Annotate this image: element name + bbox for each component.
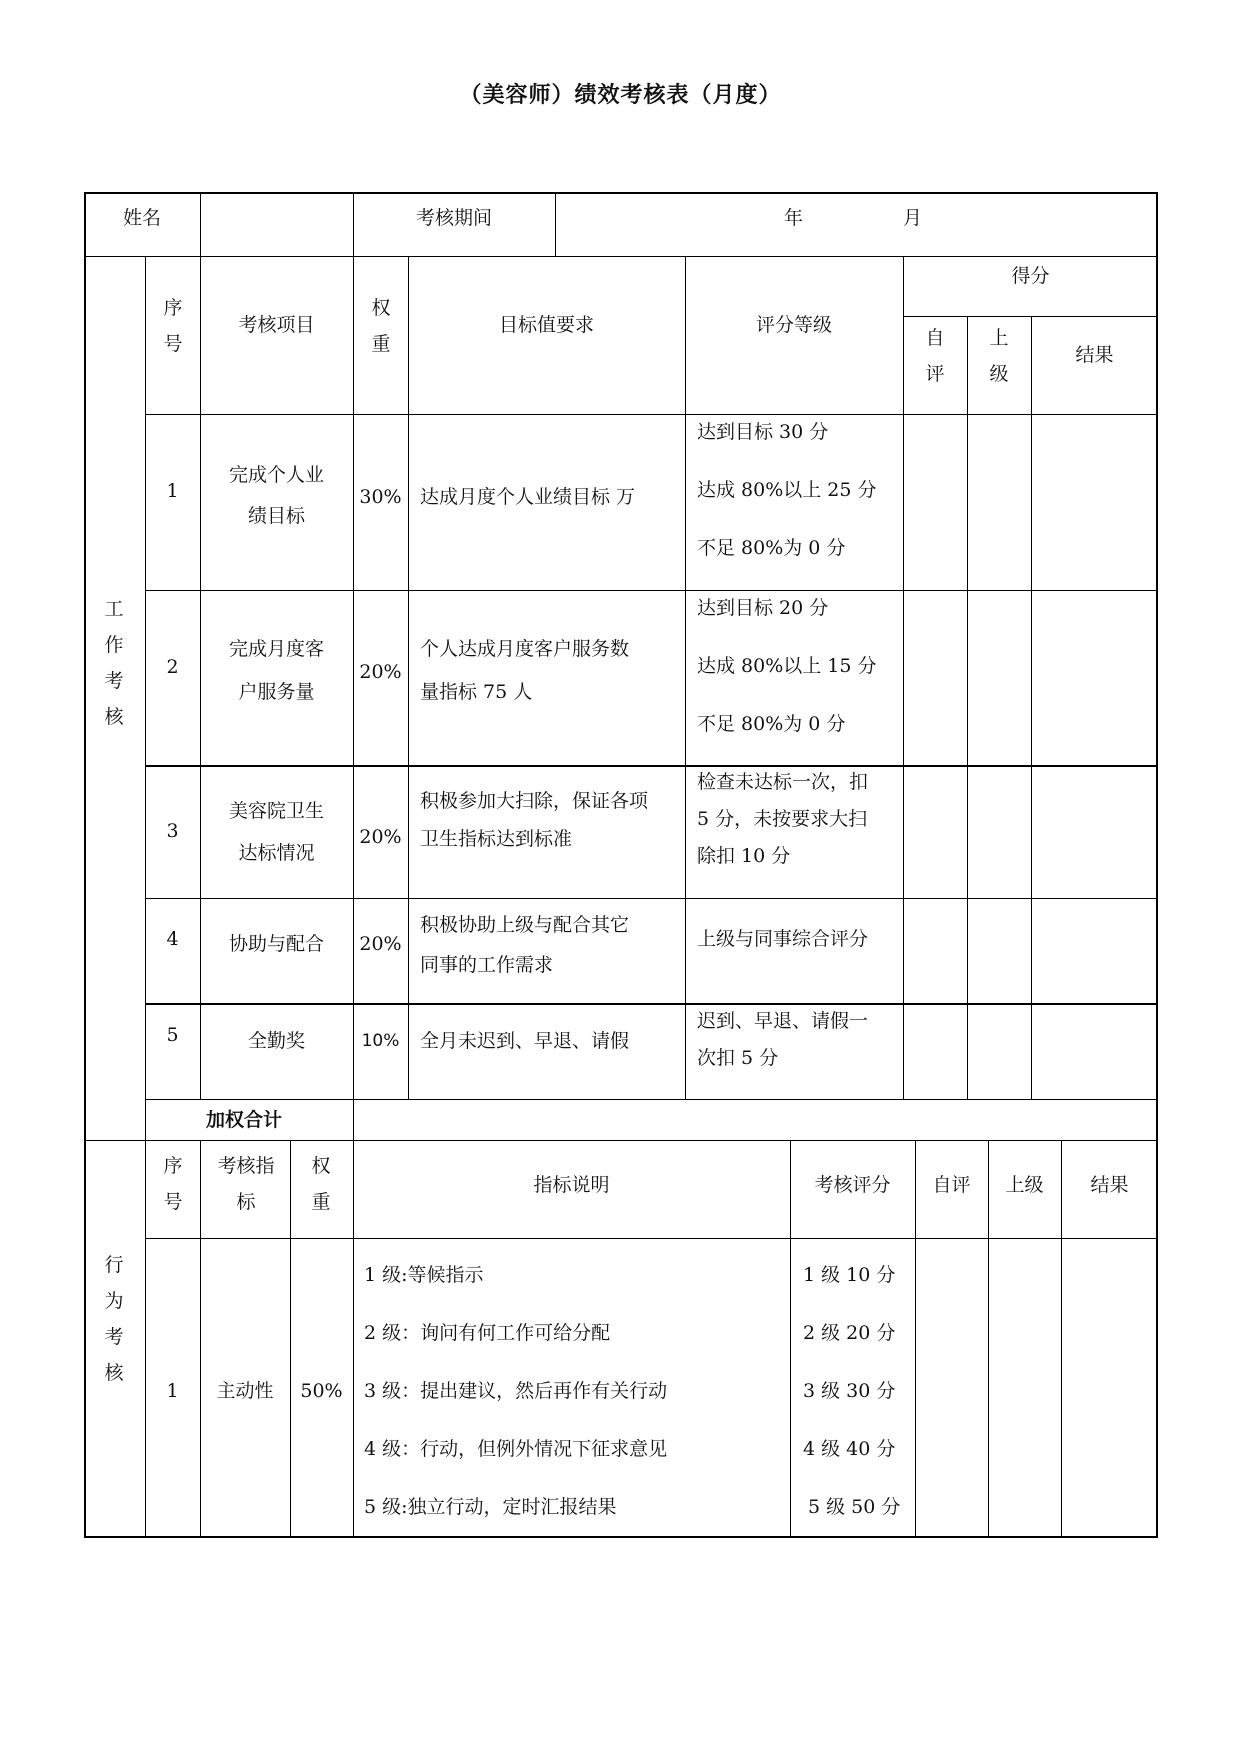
row-no: 1 — [166, 480, 179, 502]
row-item: 完成月度客 — [228, 638, 324, 660]
behavior-score: 3 级 30 分 — [803, 1380, 896, 1402]
behavior-level: 4 级：行动，但例外情况下征求意见 — [364, 1438, 668, 1460]
behavior-level: 5 级:独立行动，定时汇报结果 — [364, 1496, 617, 1518]
behavior-score: 1 级 10 分 — [803, 1264, 896, 1286]
behavior-col-desc: 指标说明 — [533, 1174, 610, 1196]
behavior-score: 4 级 40 分 — [803, 1438, 896, 1460]
row-weight: 20% — [359, 661, 402, 683]
work-col-target: 目标值要求 — [498, 314, 594, 336]
row-weight: 10% — [361, 1031, 400, 1051]
row-grade: 次扣 5 分 — [697, 1047, 779, 1069]
row-grade: 达到目标 20 分 — [697, 597, 829, 619]
month-label: 月 — [903, 207, 923, 229]
row-target: 卫生指标达到标准 — [420, 828, 573, 850]
behavior-level: 3 级：提出建议，然后再作有关行动 — [364, 1380, 668, 1402]
document-title: （美容师）绩效考核表（月度） — [459, 83, 782, 108]
row-target: 达成月度个人业绩目标 万 — [420, 486, 636, 508]
behavior-col-no: 序号 — [163, 1155, 183, 1213]
row-weight: 20% — [359, 933, 402, 955]
row-grade: 检查未达标一次，扣 — [697, 771, 869, 793]
row-no: 3 — [166, 820, 179, 842]
row-no: 5 — [166, 1024, 179, 1046]
behavior-col-indicator: 考核指标 — [217, 1155, 275, 1213]
work-col-weight: 权重 — [371, 297, 391, 355]
row-grade: 达到目标 30 分 — [697, 421, 829, 443]
period-label: 考核期间 — [415, 207, 492, 229]
row-item: 全勤奖 — [247, 1030, 305, 1052]
work-col-superior: 上级 — [989, 327, 1009, 385]
work-section-label: 工作考核 — [104, 598, 124, 728]
row-target: 积极参加大扫除，保证各项 — [420, 790, 649, 812]
behavior-col-superior: 上级 — [1005, 1174, 1044, 1196]
work-col-score: 得分 — [1011, 265, 1050, 287]
work-col-no: 序号 — [163, 297, 183, 355]
behavior-row-indicator: 主动性 — [216, 1380, 274, 1402]
row-grade: 不足 80%为 0 分 — [697, 537, 846, 559]
behavior-row-weight: 50% — [300, 1380, 343, 1402]
row-grade: 5 分，未按要求大扫 — [697, 808, 868, 830]
row-target: 全月未迟到、早退、请假 — [420, 1030, 630, 1052]
work-col-item: 考核项目 — [238, 314, 315, 336]
behavior-col-self: 自评 — [932, 1174, 971, 1196]
behavior-col-scoring: 考核评分 — [814, 1174, 891, 1196]
row-item: 完成个人业 — [228, 464, 324, 486]
row-grade: 达成 80%以上 25 分 — [697, 479, 877, 501]
behavior-row-no: 1 — [166, 1380, 179, 1402]
behavior-score: 2 级 20 分 — [803, 1322, 896, 1344]
row-item: 达标情况 — [238, 842, 315, 864]
row-grade: 除扣 10 分 — [697, 845, 791, 867]
row-no: 4 — [166, 928, 179, 950]
row-target: 同事的工作需求 — [420, 954, 554, 976]
behavior-level: 1 级:等候指示 — [364, 1264, 484, 1286]
behavior-section-label: 行为考核 — [104, 1254, 124, 1384]
year-label: 年 — [784, 207, 804, 229]
row-weight: 20% — [359, 826, 402, 848]
row-item: 户服务量 — [238, 681, 315, 703]
row-grade: 达成 80%以上 15 分 — [697, 655, 877, 677]
row-grade: 不足 80%为 0 分 — [697, 713, 846, 735]
row-item: 协助与配合 — [228, 933, 324, 955]
behavior-col-weight: 权重 — [311, 1155, 331, 1213]
work-col-self: 自评 — [925, 327, 945, 385]
row-target: 个人达成月度客户服务数 — [420, 638, 630, 660]
weighted-total-label: 加权合计 — [206, 1109, 283, 1131]
name-label: 姓名 — [122, 207, 161, 229]
row-item: 美容院卫生 — [228, 800, 324, 822]
behavior-col-result: 结果 — [1090, 1174, 1129, 1196]
behavior-level: 2 级：询问有何工作可给分配 — [364, 1322, 611, 1344]
work-col-result: 结果 — [1075, 344, 1114, 366]
row-grade: 上级与同事综合评分 — [697, 928, 869, 950]
row-weight: 30% — [359, 486, 402, 508]
work-col-grade: 评分等级 — [755, 314, 832, 336]
row-target: 量指标 75 人 — [420, 681, 533, 703]
row-item: 绩目标 — [247, 505, 305, 527]
behavior-score: 5 级 50 分 — [808, 1496, 901, 1518]
row-grade: 迟到、早退、请假一 — [697, 1010, 869, 1032]
row-target: 积极协助上级与配合其它 — [420, 914, 630, 936]
row-no: 2 — [166, 656, 179, 678]
